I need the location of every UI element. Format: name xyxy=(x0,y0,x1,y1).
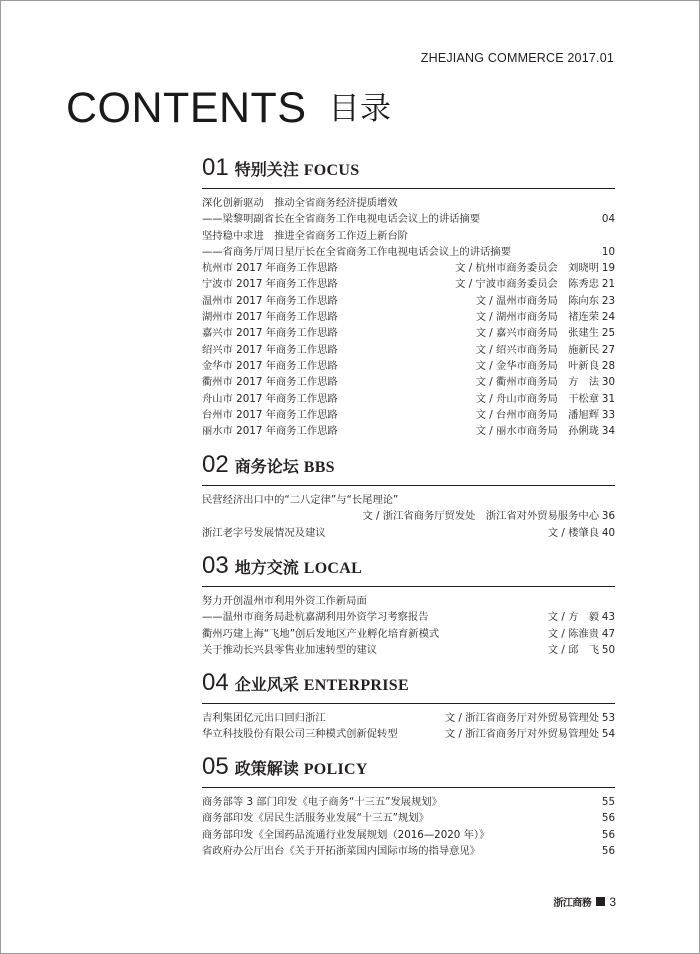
entry-page-number: 50 xyxy=(601,643,615,656)
entry-page-number: 56 xyxy=(601,828,615,841)
square-icon xyxy=(596,897,605,906)
entry-meta xyxy=(599,244,615,260)
section-divider xyxy=(202,787,615,788)
entry-author: 文 / 楼肇良 xyxy=(547,526,599,539)
entry-author: 文 / 台州市商务局 潘旭辉 xyxy=(475,408,599,421)
toc-section xyxy=(202,753,615,859)
entry-page-number: 24 xyxy=(601,311,615,324)
toc-entry[interactable] xyxy=(202,642,615,658)
section-title-en: BBS xyxy=(303,459,335,476)
toc-entry[interactable] xyxy=(202,244,615,260)
entry-meta xyxy=(548,642,615,658)
toc-section xyxy=(202,552,615,658)
section-divider xyxy=(202,586,615,587)
toc-entry[interactable] xyxy=(202,211,615,227)
entry-meta xyxy=(548,525,615,541)
entry-meta xyxy=(599,843,615,859)
entry-title: 绍兴市 2017 年商务工作思路 xyxy=(202,343,338,356)
toc-entry[interactable] xyxy=(202,374,615,390)
entry-author: 文 / 衢州市商务局 方 法 xyxy=(475,376,599,389)
section-heading xyxy=(202,451,615,483)
entry-author: 文 / 湖州市商务局 褚连荣 xyxy=(475,311,599,324)
entry-title: 商务部印发《全国药品流通行业发展规划（2016—2020 年）》 xyxy=(202,828,490,841)
toc-entry[interactable] xyxy=(202,492,615,508)
entry-title: 舟山市 2017 年商务工作思路 xyxy=(202,392,338,405)
entry-title: 金华市 2017 年商务工作思路 xyxy=(202,359,338,372)
contents-title-cn: 目录 xyxy=(328,91,392,127)
entry-page-number: 56 xyxy=(601,812,615,825)
entry-title: 省政府办公厅出台《关于开拓浙菜国内国际市场的指导意见》 xyxy=(202,844,481,857)
entry-title: 深化创新驱动 推动全省商务经济提质增效 xyxy=(202,197,398,209)
entry-page-number: 55 xyxy=(601,796,615,808)
section-title-cn: 企业风采 xyxy=(234,675,299,694)
section-title-cn: 特别关注 xyxy=(234,160,299,179)
entry-page-number: 28 xyxy=(601,359,615,372)
entry-title: ——梁黎明副省长在全省商务工作电视电话会议上的讲话摘要 xyxy=(202,213,481,226)
entry-title: 衢州巧建上海“飞地”创后发地区产业孵化培育新模式 xyxy=(202,627,440,640)
entry-page-number: 10 xyxy=(601,245,615,258)
section-number: 02 xyxy=(202,451,229,478)
toc-entry[interactable] xyxy=(202,342,615,358)
entry-title: 浙江老字号发展情况及建议 xyxy=(202,526,326,539)
section-number: 03 xyxy=(202,552,229,579)
entry-title: 湖州市 2017 年商务工作思路 xyxy=(202,311,338,324)
entry-page-number: 36 xyxy=(601,510,615,523)
toc-section xyxy=(202,451,615,541)
section-heading xyxy=(202,552,615,584)
entry-meta xyxy=(599,593,615,609)
page-number: 3 xyxy=(609,894,616,909)
entry-page-number: 54 xyxy=(601,728,615,741)
entry-page-number: 40 xyxy=(601,526,615,539)
toc-entry[interactable] xyxy=(202,710,615,726)
section-divider xyxy=(202,703,615,704)
page-footer xyxy=(553,894,616,909)
entry-author: 文 / 陈淮贵 xyxy=(547,627,599,640)
masthead: ZHEJIANG COMMERCE 2017.01 xyxy=(420,51,614,65)
entry-title: 华立科技股份有限公司三种模式创新促转型 xyxy=(202,728,398,741)
entry-page-number: 43 xyxy=(601,611,615,624)
entry-author: 文 / 方 毅 xyxy=(547,611,599,624)
entry-author: 文 / 舟山市商务局 干松章 xyxy=(475,392,599,405)
toc-section xyxy=(202,154,615,439)
entry-meta xyxy=(599,195,615,211)
entry-author: 文 / 金华市商务局 叶新良 xyxy=(475,359,599,372)
toc-entry[interactable] xyxy=(202,794,615,810)
entry-meta xyxy=(476,391,615,407)
entry-page-number: 27 xyxy=(601,343,615,356)
entry-meta xyxy=(599,211,615,227)
entry-title: 民营经济出口中的“二八定律”与“长尾理论” xyxy=(202,494,399,506)
section-heading xyxy=(202,753,615,785)
toc-entry[interactable] xyxy=(202,609,615,625)
entry-author: 文 / 嘉兴市商务局 张建生 xyxy=(475,327,599,340)
entry-title: 温州市 2017 年商务工作思路 xyxy=(202,294,338,307)
entry-page-number: 33 xyxy=(601,408,615,421)
toc-entry[interactable] xyxy=(202,843,615,859)
entry-meta xyxy=(476,309,615,325)
entry-title: 丽水市 2017 年商务工作思路 xyxy=(202,425,338,438)
section-title-en: POLICY xyxy=(303,761,368,778)
entry-meta xyxy=(476,293,615,309)
entry-meta xyxy=(599,228,615,244)
entry-meta xyxy=(476,325,615,341)
page-title xyxy=(66,84,392,133)
toc-entry[interactable] xyxy=(202,810,615,826)
section-number: 04 xyxy=(202,669,229,696)
entry-page-number: 25 xyxy=(601,327,615,340)
toc-entry[interactable] xyxy=(202,593,615,609)
toc-entry[interactable] xyxy=(202,827,615,843)
entry-meta xyxy=(476,358,615,374)
toc-entry[interactable] xyxy=(202,358,615,374)
toc-entry[interactable] xyxy=(202,293,615,309)
entry-author: 文 / 浙江省商务厅对外贸易管理处 xyxy=(444,728,599,741)
toc-entry[interactable] xyxy=(202,508,615,524)
section-number: 05 xyxy=(202,753,229,780)
entry-author: 文 / 浙江省商务厅对外贸易管理处 xyxy=(444,712,599,724)
entry-title: ——温州市商务局赴杭嘉湖利用外资学习考察报告 xyxy=(202,611,429,624)
section-title-en: ENTERPRISE xyxy=(303,677,409,694)
toc-entry[interactable] xyxy=(202,260,615,276)
entry-title: 嘉兴市 2017 年商务工作思路 xyxy=(202,327,338,340)
toc-entry[interactable] xyxy=(202,228,615,244)
entry-meta xyxy=(362,508,615,524)
entry-author: 文 / 浙江省商务厅贸发处 浙江省对外贸易服务中心 xyxy=(362,510,599,523)
entry-title: 商务部等 3 部门印发《电子商务“十三五”发展规划》 xyxy=(202,796,442,808)
toc-entry[interactable] xyxy=(202,525,615,541)
entry-meta xyxy=(455,276,615,292)
entry-meta xyxy=(455,260,615,276)
entry-meta xyxy=(599,794,615,810)
entry-meta xyxy=(476,407,615,423)
section-number: 01 xyxy=(202,154,229,181)
entry-title: 吉利集团亿元出口回归浙江 xyxy=(202,712,326,724)
entry-page-number: 47 xyxy=(601,627,615,640)
entry-page-number: 23 xyxy=(601,294,615,307)
toc-entry[interactable] xyxy=(202,309,615,325)
entry-author: 文 / 绍兴市商务局 施新民 xyxy=(475,343,599,356)
entry-title: 杭州市 2017 年商务工作思路 xyxy=(202,262,338,275)
entry-title: 坚持稳中求进 推进全省商务工作迈上新台阶 xyxy=(202,229,408,242)
section-title-cn: 政策解读 xyxy=(234,759,299,778)
section-divider xyxy=(202,188,615,189)
section-title-cn: 地方交流 xyxy=(234,558,299,577)
entry-page-number: 19 xyxy=(601,262,615,275)
toc-section xyxy=(202,669,615,743)
entry-page-number: 30 xyxy=(601,376,615,389)
entry-title: 宁波市 2017 年商务工作思路 xyxy=(202,278,338,291)
entry-page-number: 31 xyxy=(601,392,615,405)
entry-title: 台州市 2017 年商务工作思路 xyxy=(202,408,338,421)
entry-meta xyxy=(476,374,615,390)
toc-entry[interactable] xyxy=(202,391,615,407)
entry-title: 关于推动长兴县零售业加速转型的建议 xyxy=(202,643,378,656)
entry-page-number: 21 xyxy=(601,278,615,291)
section-heading xyxy=(202,154,615,186)
entry-page-number: 34 xyxy=(601,425,615,438)
entry-author: 文 / 邱 飞 xyxy=(547,643,599,656)
section-title-en: LOCAL xyxy=(303,560,363,577)
entry-author: 文 / 丽水市商务局 孙俐珑 xyxy=(475,425,599,438)
toc-entry[interactable] xyxy=(202,195,615,211)
entry-title: ——省商务厅周日星厅长在全省商务工作电视电话会议上的讲话摘要 xyxy=(202,245,511,258)
entry-meta xyxy=(599,492,615,508)
section-title-cn: 商务论坛 xyxy=(234,457,299,476)
toc-entry[interactable] xyxy=(202,626,615,642)
entry-title: 衢州市 2017 年商务工作思路 xyxy=(202,376,338,389)
magazine-logo-text: 浙江商務 xyxy=(553,898,592,909)
entry-author: 文 / 温州市商务局 陈向东 xyxy=(475,294,599,307)
toc-entry[interactable] xyxy=(202,726,615,742)
entry-author: 文 / 杭州市商务委员会 刘晓明 xyxy=(455,262,599,275)
toc-entry[interactable] xyxy=(202,423,615,439)
entry-page-number: 04 xyxy=(601,213,615,226)
toc-entry[interactable] xyxy=(202,407,615,423)
entry-title: 努力开创温州市利用外资工作新局面 xyxy=(202,595,367,607)
entry-page-number: 56 xyxy=(601,844,615,857)
entry-meta xyxy=(548,609,615,625)
entry-title: 商务部印发《居民生活服务业发展“十三五”规划》 xyxy=(202,812,429,825)
toc-entry[interactable] xyxy=(202,276,615,292)
entry-page-number: 53 xyxy=(601,712,615,724)
entry-author: 文 / 宁波市商务委员会 陈秀忠 xyxy=(455,278,599,291)
entry-meta xyxy=(476,423,615,439)
section-title-en: FOCUS xyxy=(303,162,360,179)
toc-entry[interactable] xyxy=(202,325,615,341)
entry-meta xyxy=(445,726,615,742)
section-divider xyxy=(202,485,615,486)
entry-meta xyxy=(445,710,615,726)
entry-meta xyxy=(548,626,615,642)
entry-meta xyxy=(476,342,615,358)
contents-title-en: CONTENTS xyxy=(66,84,307,132)
entry-meta xyxy=(599,827,615,843)
entry-meta xyxy=(599,810,615,826)
section-heading xyxy=(202,669,615,701)
